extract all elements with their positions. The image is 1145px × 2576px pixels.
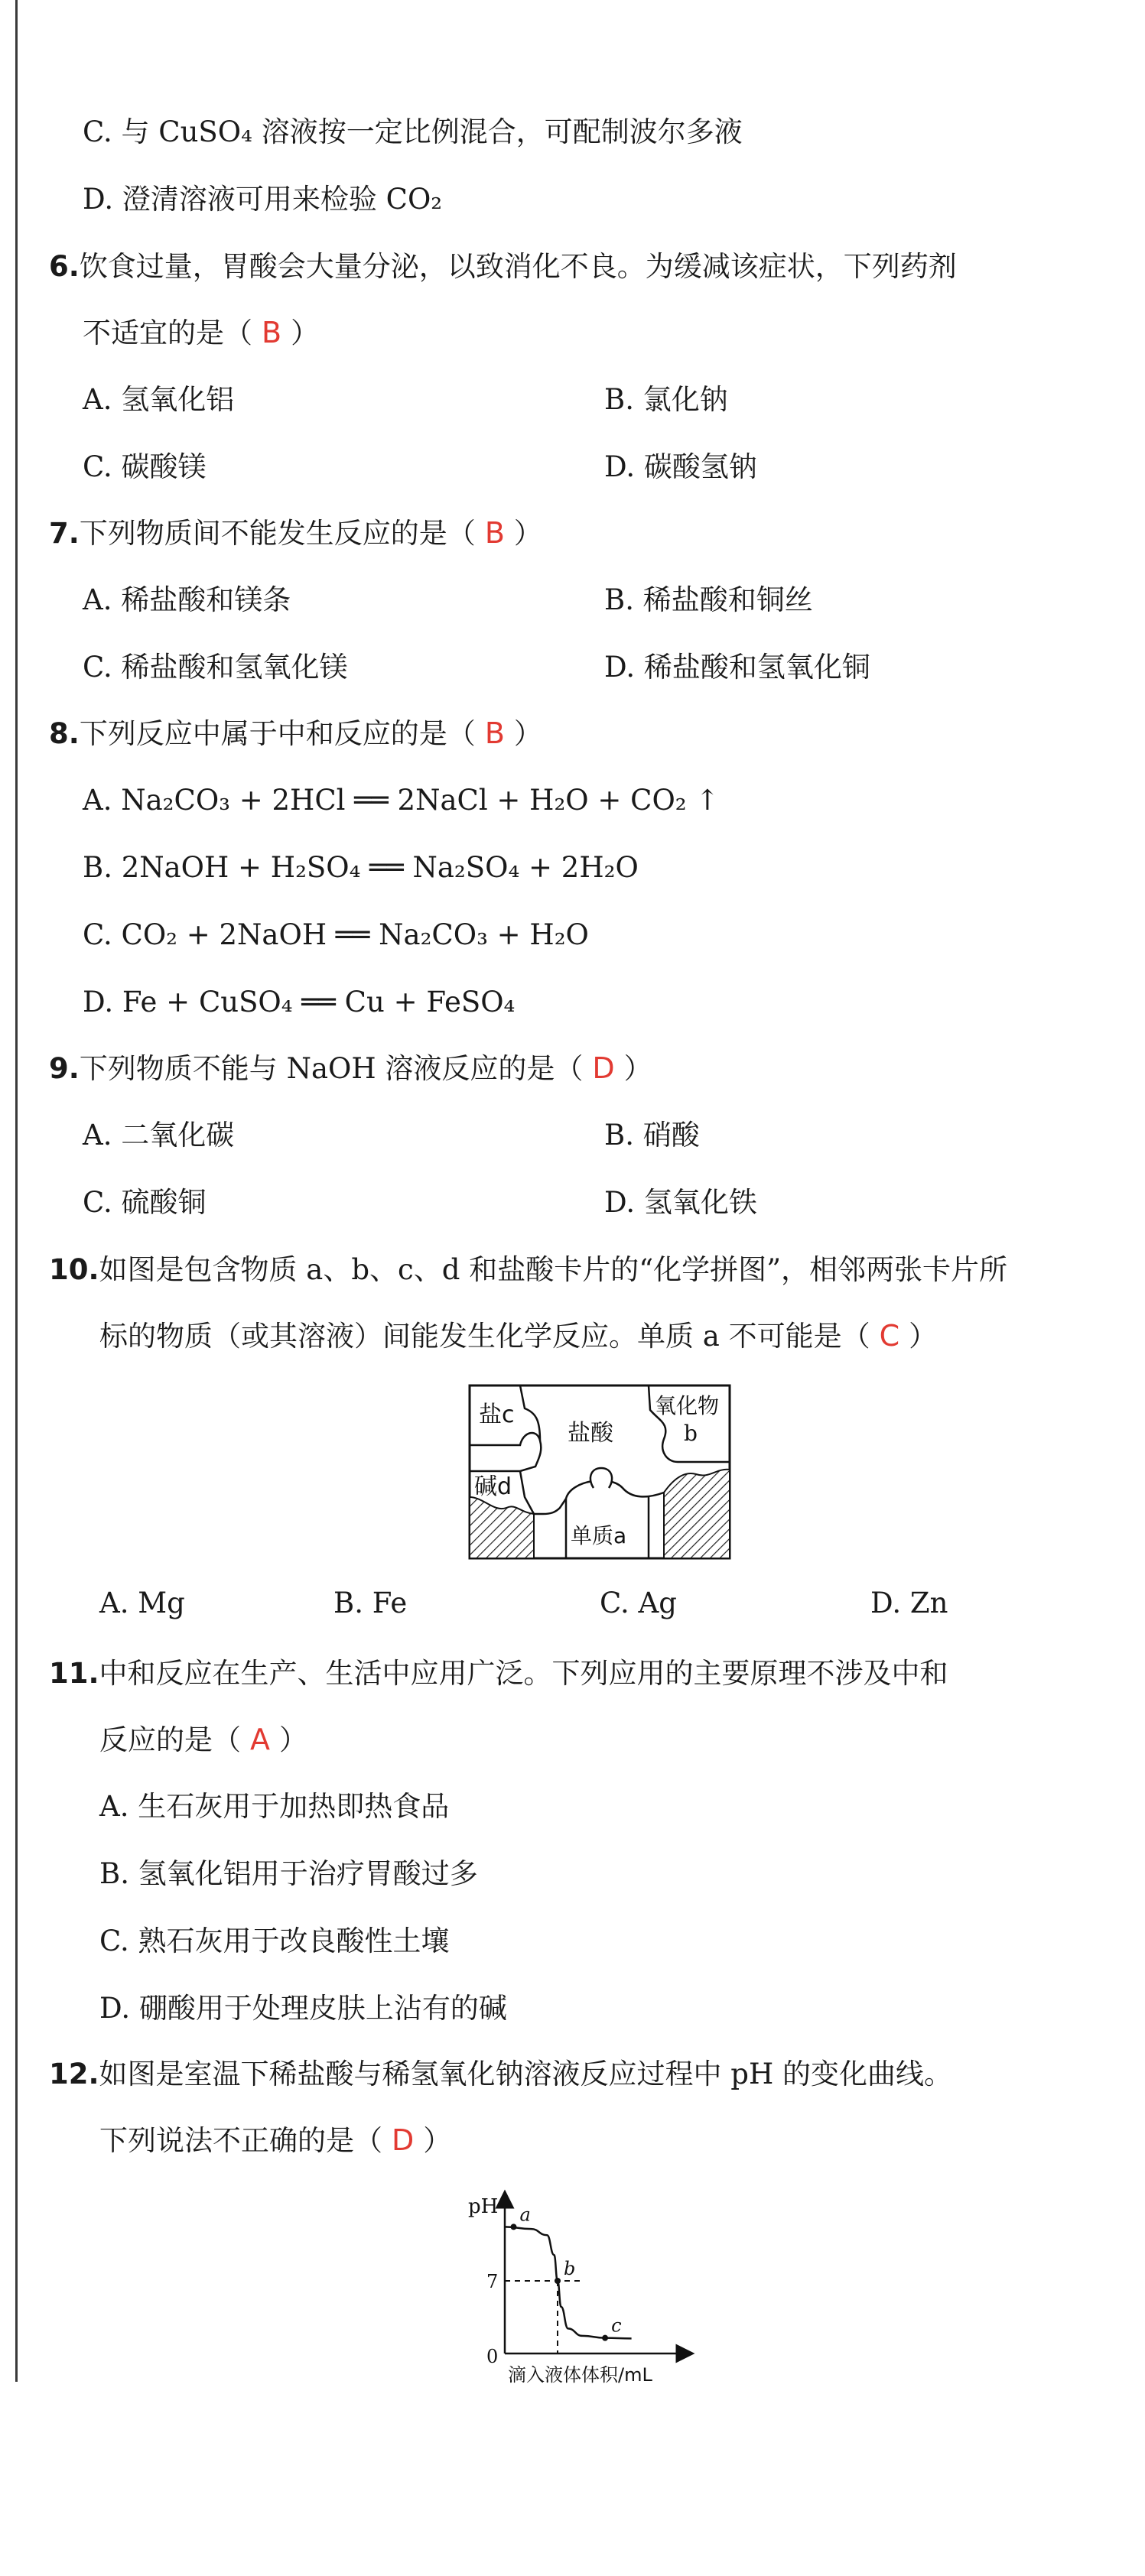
q12-answer: D [392,2123,415,2157]
q10-option-c [600,1584,677,1623]
q11-option-c [99,1922,450,1960]
q11-stem-suffix: ） [279,1723,307,1756]
q10-option-b-text: B. Fe [333,1587,408,1619]
q11-stem-text: 中和反应在生产、生活中应用广泛。下列应用的主要原理不涉及中和 [99,1657,948,1690]
q12-point-label-a: a [519,2204,531,2226]
q6-number: 6. [49,250,80,283]
q7-stem-prefix: 下列物质间不能发生反应的是（ [79,517,476,550]
q6-option-b-text: B. 氯化钠 [604,383,728,416]
q6-option-a-text: A. 氢氧化铝 [83,383,235,416]
q12-origin-label: 0 [486,2346,499,2367]
q9-stem-suffix: ） [623,1052,652,1085]
q10-label-element-a: 单质a [571,1523,627,1548]
q9-answer: D [592,1051,615,1085]
q10-stem-text: 如图是包含物质 a、b、c、d 和盐酸卡片的“化学拼图”，相邻两张卡片所 [99,1253,1008,1286]
q8-option-d [83,983,515,1022]
q11-number: 11. [49,1657,99,1690]
q11-stem-line1 [49,1655,948,1693]
q10-option-d-text: D. Zn [870,1587,948,1619]
q10-option-a-text: A. Mg [99,1587,185,1619]
q11-stem-prefix: 反应的是（ [99,1723,241,1756]
q6-option-c [83,448,207,486]
q9-option-c-text: C. 硫酸铜 [83,1186,207,1219]
q11-option-b-text: B. 氢氧化铝用于治疗胃酸过多 [99,1857,478,1890]
q10-option-d [870,1584,948,1623]
q10-label-oxide: 氧化物 [655,1393,720,1418]
q6-stem-text: 饮食过量，胃酸会大量分泌，以致消化不良。为缓减该症状，下列药剂 [79,250,957,283]
q10-stem-suffix: ） [909,1320,938,1353]
page-margin-line [15,0,18,2382]
q12-y-axis-label: pH [468,2195,499,2218]
q10-option-c-text: C. Ag [600,1587,677,1619]
q10-number: 10. [49,1253,99,1286]
q10-label-acid: 盐酸 [568,1420,613,1447]
q6-option-c-text: C. 碳酸镁 [83,450,207,483]
q9-option-b-text: B. 硝酸 [604,1119,700,1152]
q11-option-c-text: C. 熟石灰用于改良酸性土壤 [99,1925,450,1957]
q7-option-d [604,648,870,687]
q12-point-a [511,2224,517,2230]
q8-option-b-text: B. 2NaOH + H₂SO₄ ══ Na₂SO₄ + 2H₂O [83,851,639,884]
q12-x-axis-label: 滴入液体体积/mL [508,2364,652,2386]
q10-answer: C [879,1319,900,1353]
q6-answer: B [262,316,282,349]
q12-y-tick-7: 7 [486,2271,499,2292]
q8-stem [49,714,542,753]
q12-point-label-b: b [564,2258,576,2279]
q11-option-d-text: D. 硼酸用于处理皮肤上沾有的碱 [99,1992,507,2025]
q8-number: 8. [49,717,80,750]
q6-option-a [83,381,234,419]
q7-option-b [604,581,813,619]
q5-option-c-text: C. 与 CuSO₄ 溶液按一定比例混合，可配制波尔多液 [83,115,743,148]
q6-option-b [604,381,728,419]
q8-answer: B [484,716,505,750]
q11-answer: A [250,1723,270,1756]
q6-option-d-text: D. 碳酸氢钠 [604,450,757,483]
q7-stem-suffix: ） [513,517,542,550]
q6-stem-line1 [49,248,957,286]
q8-option-a [83,781,719,820]
q10-label-b: b [684,1421,698,1446]
q12-stem-prefix: 下列说法不正确的是（ [99,2124,382,2157]
q8-option-d-text: D. Fe + CuSO₄ ══ Cu + FeSO₄ [83,986,516,1018]
q12-stem-text: 如图是室温下稀盐酸与稀氢氧化钠溶液反应过程中 pH 的变化曲线。 [99,2058,953,2090]
q10-stem-line1 [49,1251,1007,1289]
q11-option-b [99,1855,478,1893]
q12-stem-suffix: ） [423,2124,452,2157]
q6-option-d [604,448,757,486]
q9-option-b [604,1116,700,1155]
q10-stem-line2 [99,1317,937,1356]
q9-stem-prefix: 下列物质不能与 NaOH 溶液反应的是（ [79,1052,584,1085]
q9-stem [49,1049,652,1088]
q10-option-b [333,1584,407,1623]
q8-option-a-text: A. Na₂CO₃ + 2HCl ══ 2NaCl + H₂O + CO₂ ↑ [83,784,720,817]
q7-option-c [83,648,348,687]
q9-option-a-text: A. 二氧化碳 [83,1119,235,1152]
q8-option-c-text: C. CO₂ + 2NaOH ══ Na₂CO₃ + H₂O [83,918,589,951]
q10-jigsaw-figure [467,1382,734,1566]
q5-option-c [83,113,743,151]
q11-option-a [99,1788,449,1826]
q12-ph-chart [459,2187,750,2386]
q10-label-base-d: 碱d [474,1473,512,1500]
q12-point-c [602,2335,608,2341]
q8-stem-suffix: ） [513,717,542,750]
q7-option-c-text: C. 稀盐酸和氢氧化镁 [83,651,348,684]
q10-stem-prefix: 标的物质（或其溶液）间能发生化学反应。单质 a 不可能是（ [99,1320,870,1353]
q10-option-a [99,1584,185,1623]
q7-option-d-text: D. 稀盐酸和氢氧化铜 [604,651,870,684]
q7-option-a-text: A. 稀盐酸和镁条 [83,583,291,616]
q5-option-d [83,180,442,219]
q7-answer: B [484,516,505,550]
q7-option-b-text: B. 稀盐酸和铜丝 [604,583,813,616]
q7-option-a [83,581,291,619]
q12-number: 12. [49,2058,99,2090]
q11-option-d [99,1990,507,2028]
q12-point-label-c: c [611,2315,622,2337]
q8-option-b [83,849,639,887]
q8-stem-prefix: 下列反应中属于中和反应的是（ [79,717,476,750]
q6-stem-suffix: ） [291,317,320,349]
q10-label-salt-c: 盐c [479,1402,515,1428]
q5-option-d-text: D. 澄清溶液可用来检验 CO₂ [83,183,443,216]
q6-stem-prefix: 不适宜的是（ [83,317,252,349]
q9-number: 9. [49,1052,80,1085]
q12-stem-line1 [49,2055,952,2094]
q6-stem-line2 [83,313,319,352]
q9-option-d-text: D. 氢氧化铁 [604,1186,757,1219]
q12-point-b [555,2278,561,2284]
q9-option-a [83,1116,234,1155]
q9-option-c [83,1184,207,1222]
q12-stem-line2 [99,2121,451,2160]
q10-hatch-right [664,1470,730,1558]
q9-option-d [604,1184,757,1222]
q7-number: 7. [49,517,80,550]
q7-stem [49,514,542,553]
q11-stem-line2 [99,1720,307,1759]
q8-option-c [83,916,589,954]
q11-option-a-text: A. 生石灰用于加热即热食品 [99,1790,450,1823]
